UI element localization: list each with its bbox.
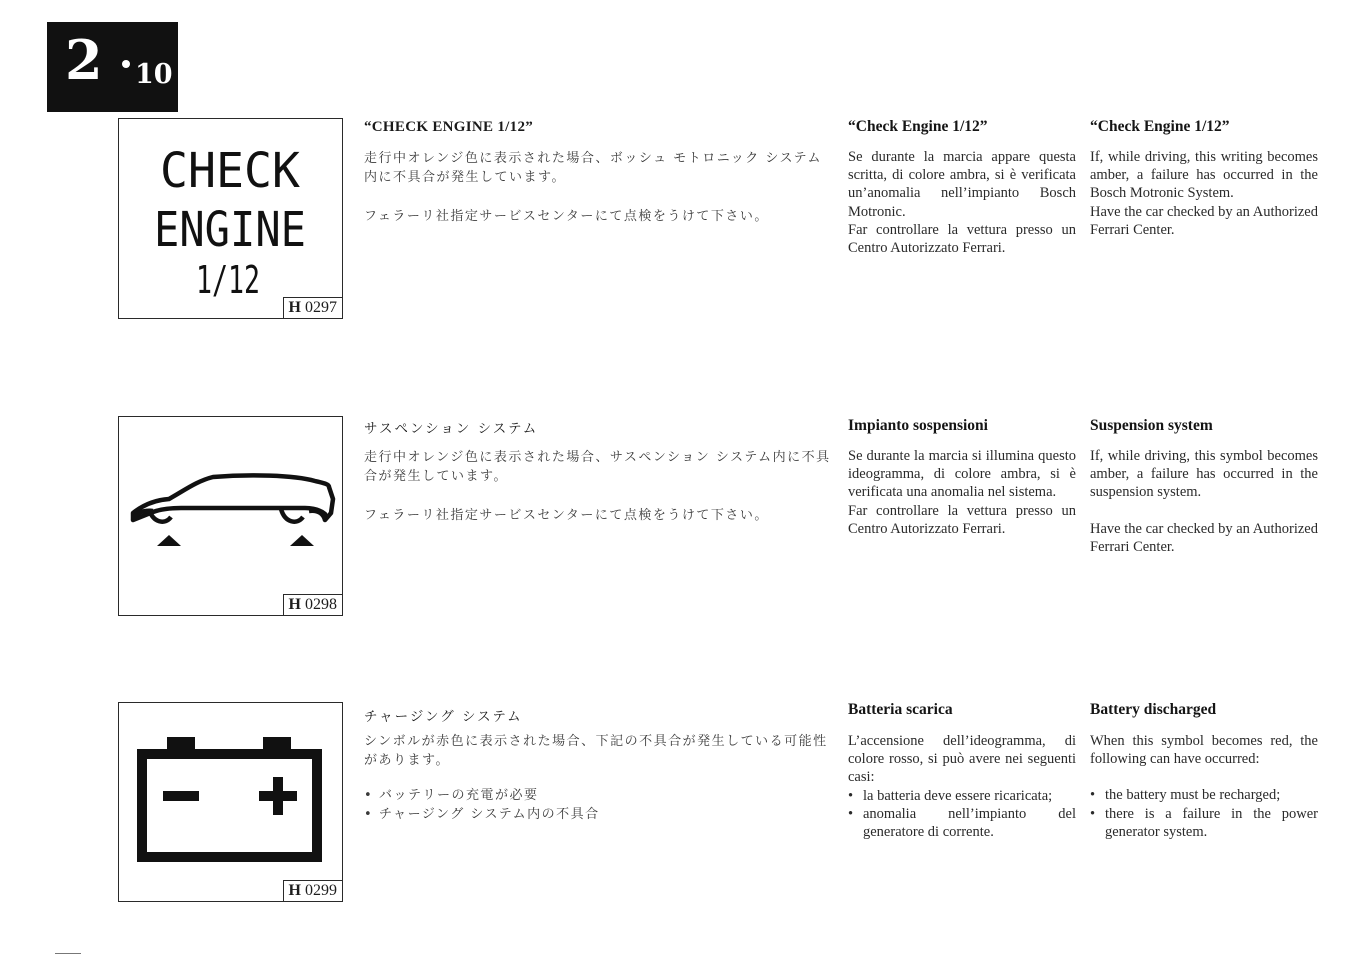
en-body-check-engine	[1090, 148, 1318, 239]
en-bullet-list	[1090, 786, 1318, 841]
en-body-suspension	[1090, 447, 1318, 556]
it-title-suspension: Impianto sospensioni	[848, 417, 988, 434]
jp-paragraph: 走行中オレンジ色に表示された場合、ボッシュ モトロニック システム内に不具合が発生しています。	[364, 151, 823, 185]
figure-code-prefix: H	[288, 882, 301, 899]
check-engine-display	[119, 119, 342, 318]
jp-title-battery: チャージング システム	[364, 709, 523, 725]
jp-title-check-engine: “CHECK ENGINE 1/12”	[364, 119, 534, 135]
battery-figure	[118, 702, 343, 902]
footer-rule	[55, 953, 81, 954]
figure-code-number: 0297	[305, 299, 337, 316]
section-number: 2	[65, 28, 103, 92]
page-number-badge	[47, 22, 178, 102]
it-title-check-engine: “Check Engine 1/12”	[848, 118, 988, 135]
figure-code-number: 0298	[305, 596, 337, 613]
it-title-battery: Batteria scarica	[848, 701, 953, 718]
jp-title-suspension: サスペンション システム	[364, 421, 539, 437]
badge-dot	[122, 60, 130, 68]
jp-paragraph: フェラーリ社指定サービスセンターにて点検をうけて下さい。	[364, 508, 769, 523]
en-title-battery: Battery discharged	[1090, 701, 1217, 718]
jp-paragraph: 走行中オレンジ色に表示された場合、サスペンション システム内に不具合が発生しています。	[364, 450, 831, 484]
check-engine-figure	[118, 118, 343, 319]
it-paragraph: Se durante la marcia appare questa scritta, di colore ambra, si è verificata un’anomalia nell’impianto Bosch Motronic.	[848, 149, 1076, 220]
display-line-check: CHECK	[160, 143, 301, 199]
car-suspension-icon	[119, 417, 342, 615]
en-title-suspension: Suspension system	[1090, 417, 1213, 434]
jp-paragraph: フェラーリ社指定サービスセンターにて点検をうけて下さい。	[364, 209, 769, 224]
jp-bullet: • チャージング システム内の不具合	[364, 805, 834, 824]
figure-code	[283, 297, 343, 319]
it-bullet: • anomalia nell’impianto del generatore di corrente.	[848, 805, 1076, 841]
jp-body-suspension	[364, 448, 834, 525]
it-bullet: • la batteria deve essere ricaricata;	[848, 787, 1076, 805]
it-bullet-list	[848, 787, 1076, 842]
en-paragraph: Have the car checked by an Authorized Ferrari Center.	[1090, 520, 1318, 555]
suspension-figure	[118, 416, 343, 616]
en-paragraph: Have the car checked by an Authorized Ferrari Center.	[1090, 203, 1318, 238]
jp-paragraph: シンボルが赤色に表示された場合、下記の不具合が発生している可能性があります。	[364, 734, 828, 768]
it-body-suspension	[848, 447, 1076, 538]
en-bullet: • the battery must be recharged;	[1090, 786, 1318, 804]
jp-body-battery	[364, 732, 834, 824]
it-body-battery	[848, 732, 1076, 841]
badge-rule	[47, 102, 178, 112]
figure-code-number: 0299	[305, 882, 337, 899]
jp-bullet: • バッテリーの充電が必要	[364, 786, 834, 805]
battery-icon	[119, 703, 342, 901]
figure-code	[283, 594, 343, 616]
en-bullet: • there is a failure in the power generator system.	[1090, 805, 1318, 841]
page-number: 10	[135, 59, 173, 90]
en-body-battery	[1090, 732, 1318, 841]
jp-bullet-list	[364, 786, 834, 824]
display-line-engine: ENGINE	[154, 202, 306, 258]
figure-code-prefix: H	[288, 299, 301, 316]
it-body-check-engine	[848, 148, 1076, 257]
en-paragraph: If, while driving, this symbol becomes amber, a failure has occurred in the suspension system.	[1090, 448, 1318, 501]
it-paragraph: Se durante la marcia si illumina questo ideogramma, di colore ambra, si è verificata una anomalia nel sistema.	[848, 448, 1076, 501]
jp-body-check-engine	[364, 149, 834, 226]
en-title-check-engine: “Check Engine 1/12”	[1090, 118, 1230, 135]
it-paragraph: Far controllare la vettura presso un Centro Autorizzato Ferrari.	[848, 221, 1076, 257]
figure-code-prefix: H	[288, 596, 301, 613]
en-paragraph: If, while driving, this writing becomes amber, a failure has occurred in the Bosch Motronic System.	[1090, 149, 1318, 202]
it-paragraph: L’accensione dell’ideogramma, di colore rosso, si può avere nei seguenti casi:	[848, 733, 1076, 786]
figure-code	[283, 880, 343, 902]
en-paragraph: When this symbol becomes red, the following can have occurred:	[1090, 733, 1318, 768]
it-paragraph: Far controllare la vettura presso un Centro Autorizzato Ferrari.	[848, 502, 1076, 537]
display-line-code: 1/12	[196, 258, 260, 302]
